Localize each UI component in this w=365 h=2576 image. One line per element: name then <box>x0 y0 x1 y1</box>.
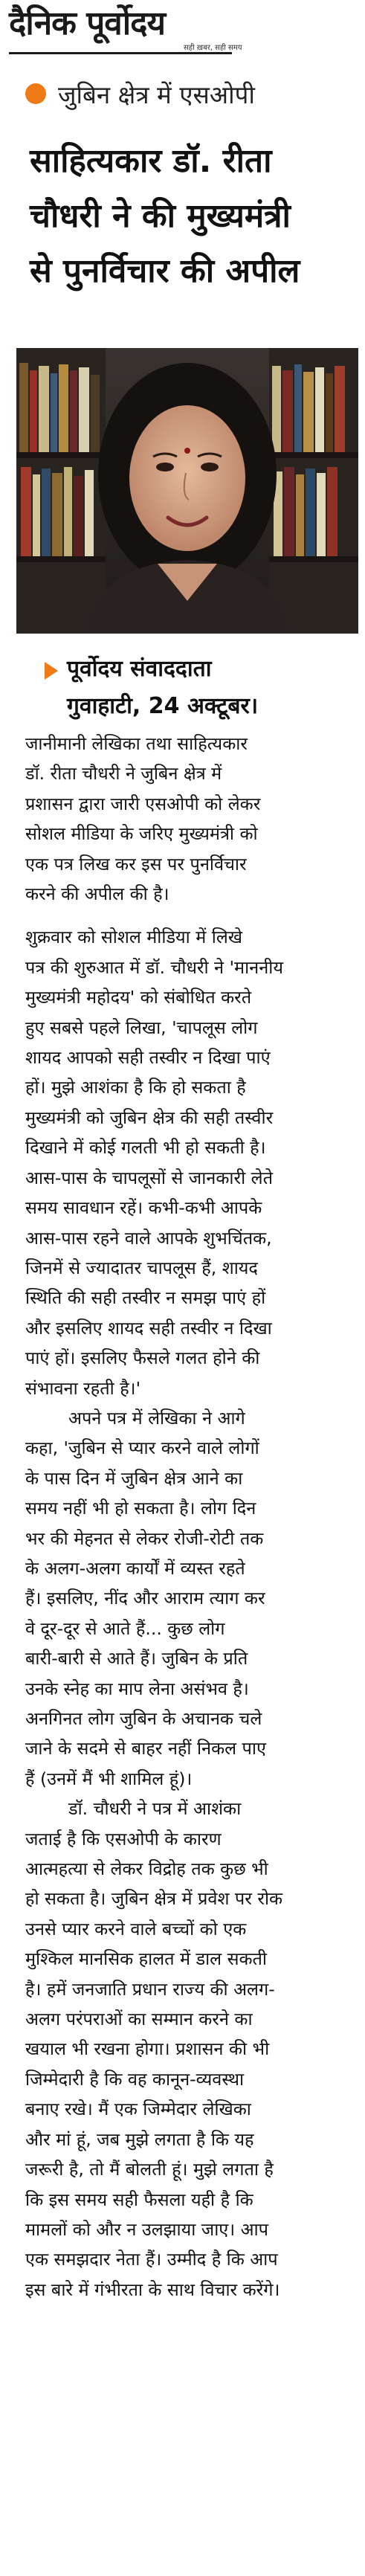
body-line: आस-पास रहने वाले आपके शुभचिंतक, <box>25 1227 272 1249</box>
body-line: करने की अपील की है। <box>25 883 169 905</box>
newspaper-tagline: सही ख़बर, सही समय <box>184 44 242 52</box>
body-line: उनसे प्यार करने वाले बच्चों को एक <box>25 1918 247 1939</box>
body-line: बनाए रखे। मैं एक जिम्मेदार लेखिका <box>25 2099 251 2120</box>
body-line: मुख्यमंत्री को जुबिन क्षेत्र की सही तस्वीर <box>25 1107 274 1128</box>
article-body <box>25 729 358 2305</box>
bullet-dot-icon <box>25 83 46 104</box>
body-line: भर की मेहनत से लेकर रोजी-रोटी तक <box>25 1527 264 1549</box>
body-line: के अलग-अलग कार्यों में व्यस्त रहते <box>25 1557 245 1579</box>
body-line: इस बारे में गंभीरता के साथ विचार करेंगे। <box>25 2279 280 2300</box>
body-line: है। हमें जनजाति प्रधान राज्य की अलग- <box>25 1978 275 2000</box>
body-line: जिम्मेदारी है कि वह कानून-व्यवस्था <box>25 2068 245 2090</box>
paragraph-gap <box>25 909 358 922</box>
body-line: बारी-बारी से आते हैं। जुबिन के प्रति <box>25 1648 248 1669</box>
headline-line: से पुनर्विचार की अपील <box>30 252 300 290</box>
body-line: कहा, 'जुबिन से प्यार करने वाले लोगों <box>25 1437 259 1459</box>
headline-line: साहित्यकार डॉ. रीता <box>30 142 272 180</box>
paragraph-4 <box>25 1794 358 2305</box>
headline <box>30 134 357 299</box>
body-line: समय सावधान रहें। कभी-कभी आपके <box>25 1197 262 1219</box>
body-line: मुख्यमंत्री महोदय' को संबोधित करते <box>25 987 252 1008</box>
body-line: जरूरी है, तो मैं बोलती हूं। मुझे लगता है <box>25 2159 274 2180</box>
body-line: कि इस समय सही फैसला यही है कि <box>25 2189 253 2210</box>
body-line: मुश्किल मानसिक हालत में डाल सकती <box>25 1948 267 1970</box>
body-line: एक पत्र लिख कर इस पर पुनर्विचार <box>25 853 247 875</box>
body-line: हैं (उनमें मैं भी शामिल हूं)। <box>25 1768 193 1789</box>
body-line: पत्र की शुरुआत में डॉ. चौधरी ने 'माननीय <box>25 956 283 978</box>
body-line: शायद आपको सही तस्वीर न दिखा पाएं <box>25 1047 271 1069</box>
body-line: के पास दिन में जुबिन क्षेत्र आने का <box>25 1467 243 1489</box>
body-line: आस-पास के चापलूसों से जानकारी लेते <box>25 1167 273 1188</box>
body-line: एक समझदार नेता हैं। उम्मीद है कि आप <box>25 2249 278 2270</box>
byline <box>45 654 357 729</box>
body-line: शुक्रवार को सोशल मीडिया में लिखे <box>25 927 242 948</box>
dateline: गुवाहाटी, 24 अक्टूबर। <box>67 693 259 719</box>
body-line: समय नहीं भी हो सकता है। लोग दिन <box>25 1498 256 1519</box>
body-line: वे दूर-दूर से आते हैं... कुछ लोग <box>25 1617 225 1639</box>
body-line: और इसलिए शायद सही तस्वीर न दिखा <box>25 1317 272 1339</box>
newspaper-name: दैनिक पूर्वोदय <box>9 4 166 42</box>
body-line: स्थिति की सही तस्वीर न समझ पाएं हों <box>25 1287 266 1309</box>
paragraph-1 <box>25 729 358 909</box>
body-line: जिनमें से ज्यादातर चापलूस हैं, शायद <box>25 1257 258 1278</box>
body-line: अपने पत्र में लेखिका ने आगे <box>68 1407 245 1429</box>
body-line: डॉ. रीता चौधरी ने जुबिन क्षेत्र में <box>25 763 222 785</box>
body-line: डॉ. चौधरी ने पत्र में आशंका <box>68 1798 242 1820</box>
body-line: प्रशासन द्वारा जारी एसओपी को लेकर <box>25 793 261 814</box>
masthead-rule <box>9 52 232 54</box>
body-line: जताई है कि एसओपी के कारण <box>25 1828 222 1849</box>
body-line: जानीमानी लेखिका तथा साहित्यकार <box>25 733 248 754</box>
body-line: खयाल भी रखना होगा। प्रशासन की भी <box>25 2038 270 2060</box>
kicker <box>25 80 352 110</box>
body-line: मामलों को और न उलझाया जाए। आप <box>25 2218 269 2240</box>
body-line: दिखाने में कोई गलती भी हो सकती है। <box>25 1137 266 1159</box>
headline-line: चौधरी ने की मुख्यमंत्री <box>30 197 291 235</box>
author-photo <box>16 348 358 634</box>
body-line: हो सकता है। जुबिन क्षेत्र में प्रवेश पर रोक <box>25 1888 283 1910</box>
body-line: अलग परंपराओं का सम्मान करने का <box>25 2009 253 2030</box>
body-line: हैं। इसलिए, नींद और आराम त्याग कर <box>25 1588 265 1609</box>
body-line: पाएं हों। इसलिए फैसले गलत होने की <box>25 1347 260 1369</box>
body-line: हों। मुझे आशंका है कि हो सकता है <box>25 1077 246 1098</box>
portrait-image <box>16 348 358 634</box>
body-line: उनके स्नेह का माप लेना असंभव है। <box>25 1678 249 1699</box>
paragraph-3 <box>25 1403 358 1794</box>
body-line: हुए सबसे पहले लिखा, 'चापलूस लोग <box>25 1017 258 1038</box>
paragraph-2 <box>25 922 358 1403</box>
body-line: संभावना रहती है।' <box>25 1377 141 1399</box>
triangle-bullet-icon <box>45 662 58 680</box>
reporter-name: पूर्वोदय संवाददाता <box>67 656 212 682</box>
body-line: और मां हूं, जब मुझे लगता है कि यह <box>25 2128 254 2150</box>
body-line: जाने के सदमे से बाहर नहीं निकल पाए <box>25 1738 266 1759</box>
masthead <box>9 4 358 52</box>
body-line: अनगिनत लोग जुबिन के अचानक चले <box>25 1708 262 1729</box>
body-line: सोशल मीडिया के जरिए मुख्यमंत्री को <box>25 823 258 845</box>
body-line: आत्महत्या से लेकर विद्रोह तक कुछ भी <box>25 1858 268 1880</box>
kicker-text: जुबिन क्षेत्र में एसओपी <box>58 80 255 109</box>
